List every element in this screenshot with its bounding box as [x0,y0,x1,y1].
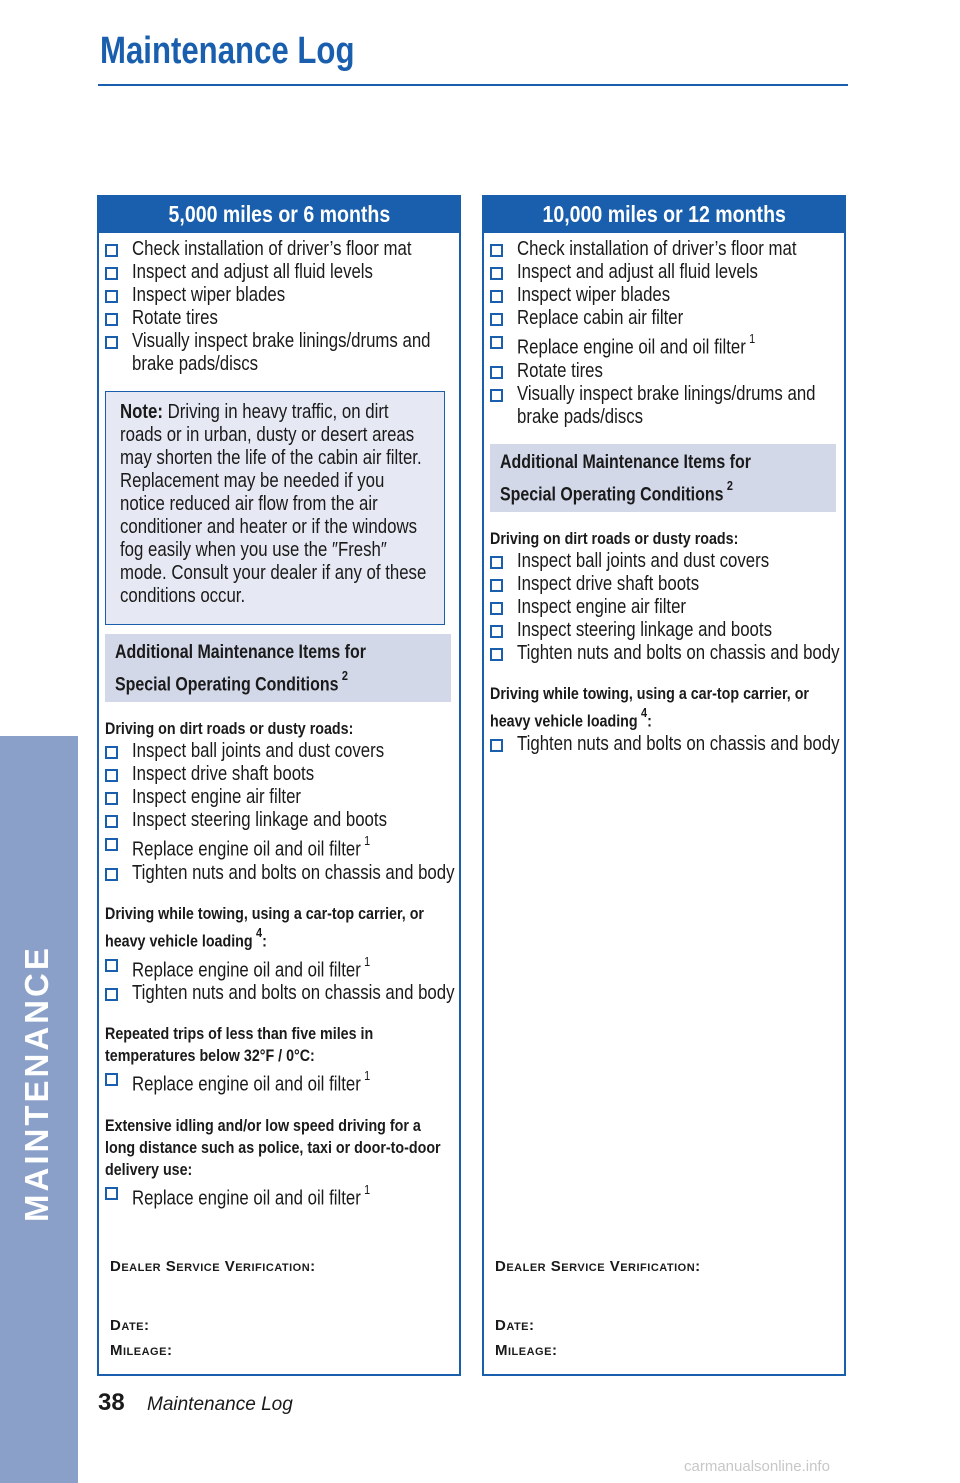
check-item[interactable]: Replace engine oil and oil filter $^1$ [105,832,455,862]
checkbox-icon[interactable] [490,389,503,402]
check-item[interactable]: Inspect ball joints and dust covers [490,550,840,573]
check-item[interactable]: Check installation of driver’s floor mat [105,238,455,261]
checkbox-icon[interactable] [105,290,118,303]
check-item[interactable]: Inspect drive shaft boots [490,573,840,596]
category-heading: Driving on dirt roads or dusty roads: [105,719,354,739]
check-item[interactable]: Rotate tires [105,307,455,330]
checkbox-icon[interactable] [490,556,503,569]
panel-heading: 5,000 miles or 6 months [97,195,461,233]
page-number: 38 [98,1389,125,1416]
dealer-verification-label: Dealer Service Verification: [495,1258,701,1275]
check-item[interactable]: Inspect wiper blades [490,284,840,307]
title-rule [98,84,848,86]
mileage-label: Mileage: [110,1342,173,1359]
checkbox-icon[interactable] [490,579,503,592]
check-item[interactable]: Inspect steering linkage and boots [105,809,455,832]
category-heading: Driving while towing, using a car-top carrier, or heavy vehicle loading $^4$: [105,903,424,951]
category-heading: Repeated trips of less than five miles in temperatures below 32°F / 0°C: [105,1024,374,1066]
checkbox-icon[interactable] [105,1187,118,1200]
checkbox-icon[interactable] [105,746,118,759]
check-item[interactable]: Inspect and adjust all fluid levels [490,261,840,284]
note-label: Note: [120,401,163,423]
watermark: carmanualsonline.info [684,1458,830,1475]
mileage-label: Mileage: [495,1342,558,1359]
checkbox-icon[interactable] [490,290,503,303]
check-item[interactable]: Visually inspect brake linings/drums and brake pads/discs [490,383,840,429]
checkbox-icon[interactable] [105,336,118,349]
check-item[interactable]: Visually inspect brake linings/drums and brake pads/discs [105,330,455,376]
check-item[interactable]: Replace engine oil and oil filter $^1$ [105,953,455,983]
check-item[interactable]: Replace engine oil and oil filter $^1$ [490,330,840,360]
check-item[interactable]: Inspect ball joints and dust covers [105,740,455,763]
checkbox-icon[interactable] [105,988,118,1001]
check-item[interactable]: Inspect engine air filter [105,786,455,809]
category-heading: Driving while towing, using a car-top carrier, or heavy vehicle loading $^4$: [490,683,809,731]
checkbox-icon[interactable] [490,244,503,257]
check-item[interactable]: Rotate tires [490,360,840,383]
note-box [105,391,445,625]
checkbox-icon[interactable] [105,792,118,805]
checkbox-icon[interactable] [490,648,503,661]
checkbox-icon[interactable] [105,838,118,851]
panel-5000-miles [97,195,461,1376]
date-label: Date: [110,1317,150,1334]
checkbox-icon[interactable] [490,602,503,615]
category-heading: Extensive idling and/or low speed driving for a long distance such as police, taxi or door-to-door delivery use: [105,1115,441,1179]
check-item[interactable]: Tighten nuts and bolts on chassis and body [105,982,455,1005]
date-label: Date: [495,1317,535,1334]
checkbox-icon[interactable] [105,959,118,972]
check-item[interactable]: Check installation of driver’s floor mat [490,238,840,261]
dealer-verification-label: Dealer Service Verification: [110,1258,316,1275]
checkbox-icon[interactable] [105,1073,118,1086]
checkbox-icon[interactable] [490,625,503,638]
checkbox-icon[interactable] [105,267,118,280]
checkbox-icon[interactable] [105,815,118,828]
checkbox-icon[interactable] [490,313,503,326]
page-footer-label: Maintenance Log [147,1394,293,1415]
page-title: Maintenance Log [100,30,355,72]
check-item[interactable]: Replace engine oil and oil filter $^1$ [105,1067,455,1097]
checkbox-icon[interactable] [105,868,118,881]
category-heading: Driving on dirt roads or dusty roads: [490,528,739,548]
additional-items-header: Additional Maintenance Items for Special Operating Conditions $^2$ [105,634,451,702]
check-item[interactable]: Tighten nuts and bolts on chassis and body [490,642,840,665]
note-text: Driving in heavy traffic, on dirt roads or in urban, dusty or desert areas may shorten the life of the cabin air filter. Replacement may be needed if you notice reduced air flow from the air conditioner and heater or if the windows fog easily when you use the ″Fresh″ mode. Consult your dealer if any of these conditions occur. [120,401,427,607]
checkbox-icon[interactable] [490,366,503,379]
checkbox-icon[interactable] [105,313,118,326]
check-item[interactable]: Inspect steering linkage and boots [490,619,840,642]
checkbox-icon[interactable] [105,769,118,782]
check-item[interactable]: Replace cabin air filter [490,307,840,330]
check-item[interactable]: Tighten nuts and bolts on chassis and body [105,862,455,885]
checkbox-icon[interactable] [105,244,118,257]
check-item[interactable]: Inspect and adjust all fluid levels [105,261,455,284]
check-item[interactable]: Inspect wiper blades [105,284,455,307]
checkbox-icon[interactable] [490,267,503,280]
additional-items-header: Additional Maintenance Items for Special Operating Conditions $^2$ [490,444,836,512]
panel-heading: 10,000 miles or 12 months [482,195,846,233]
checkbox-icon[interactable] [490,739,503,752]
check-item[interactable]: Tighten nuts and bolts on chassis and body [490,733,840,756]
check-item[interactable]: Inspect engine air filter [490,596,840,619]
side-tab-label: MAINTENANCE [18,945,55,1222]
check-item[interactable]: Replace engine oil and oil filter $^1$ [105,1181,455,1211]
checkbox-icon[interactable] [490,336,503,349]
panel-10000-miles [482,195,846,1376]
check-item[interactable]: Inspect drive shaft boots [105,763,455,786]
